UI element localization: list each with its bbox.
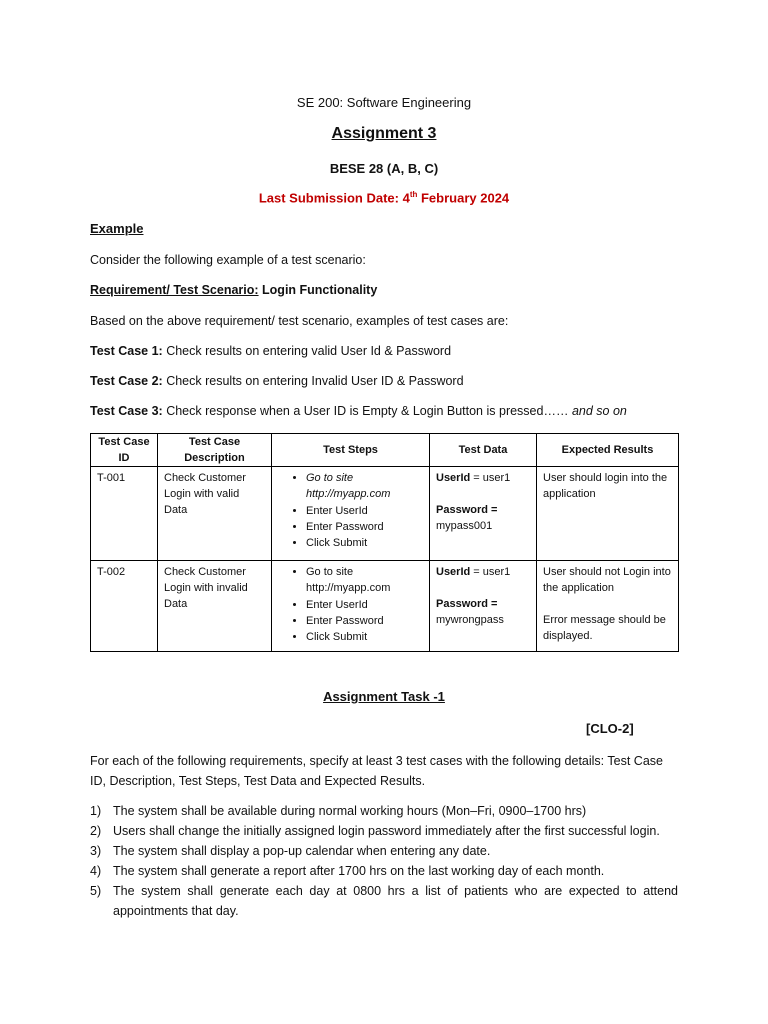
cell-expected (537, 467, 679, 561)
header-test-data: Test Data (430, 434, 537, 467)
data-user-value: = user1 (470, 566, 511, 578)
table-row (91, 561, 679, 652)
test-case-line (90, 404, 627, 418)
data-pass-label: Password = (436, 598, 498, 610)
cell-description: Check Customer Login with invalid Data (158, 561, 272, 652)
list-number: 3) (90, 844, 102, 858)
test-case-line (90, 344, 451, 358)
list-number: 2) (90, 824, 102, 838)
test-case-label: Test Case 3: (90, 404, 163, 418)
step-item: • Enter Password (306, 519, 423, 535)
cell-id: T-001 (91, 467, 158, 561)
task-instructions: For each of the following requirements, specify at least 3 test cases with the following details: Test Case ID, Description, Test Steps, Test Data and Expected Results. (90, 754, 663, 788)
list-number: 5) (90, 884, 102, 898)
step-item: • Enter Password (306, 613, 423, 629)
list-text: The system shall generate a report after 1700 hrs on the last working day of each month. (113, 864, 605, 878)
list-number: 1) (90, 804, 102, 818)
example-heading: Example (90, 221, 144, 236)
test-case-text: Check response when a User ID is Empty & Login Button is pressed…… (162, 404, 572, 418)
step-item: • Go to site http://myapp.com (306, 564, 423, 597)
test-case-text: Check results on entering valid User Id & Password (162, 344, 452, 358)
scenario-line (90, 283, 377, 297)
cell-steps (272, 561, 430, 652)
data-user-label: UserId (436, 472, 471, 484)
cell-steps (272, 467, 430, 561)
test-case-line (90, 374, 464, 388)
cell-id: T-002 (91, 561, 158, 652)
requirements-list (90, 801, 678, 921)
test-case-label: Test Case 2: (90, 374, 163, 388)
data-user-value: = user1 (470, 472, 511, 484)
header-expected-results: Expected Results (537, 434, 679, 467)
test-case-text: Check results on entering Invalid User ID & Password (162, 374, 464, 388)
test-case-tail: and so on (571, 404, 627, 418)
step-item: • Enter UserId (306, 597, 423, 613)
data-pass-label: Password = (436, 504, 498, 516)
task-title: Assignment Task -1 (323, 689, 445, 704)
data-pass-value: mypass001 (436, 520, 493, 532)
test-case-table (90, 433, 679, 652)
list-item (90, 881, 678, 921)
cell-description: Check Customer Login with valid Data (158, 467, 272, 561)
course-title: SE 200: Software Engineering (296, 95, 472, 110)
list-number: 4) (90, 864, 102, 878)
deadline-superscript: th (409, 190, 418, 199)
header-test-case-id: Test Case ID (91, 434, 158, 467)
step-item: • Click Submit (306, 629, 423, 645)
scenario-value: Login Functionality (258, 283, 378, 297)
list-item (90, 861, 678, 881)
expected-text: User should login into the application (543, 472, 668, 500)
list-text: The system shall be available during normal working hours (Mon–Fri, 0900–1700 hrs) (113, 804, 587, 818)
based-on-text: Based on the above requirement/ test scenario, examples of test cases are: (90, 314, 509, 328)
list-text: The system shall display a pop-up calendar when entering any date. (113, 844, 491, 858)
submission-deadline (0, 190, 768, 205)
header-description: Test Case Description (158, 434, 272, 467)
cell-data (430, 561, 537, 652)
data-pass-value: mywrongpass (436, 614, 504, 626)
deadline-suffix: February 2024 (417, 190, 510, 206)
data-user-label: UserId (436, 566, 471, 578)
cell-data (430, 467, 537, 561)
list-text: The system shall generate each day at 0800 hrs a list of patients who are expected to attend appointments that day. (113, 884, 678, 918)
table-row (91, 467, 679, 561)
table-header-row (91, 434, 679, 467)
expected-text: User should not Login into the application (543, 566, 671, 594)
batch-label: BESE 28 (A, B, C) (329, 161, 439, 176)
expected-extra-text: Error message should be displayed. (543, 614, 666, 642)
list-text: Users shall change the initially assigned login password immediately after the first successful login. (113, 824, 660, 838)
assignment-title: Assignment 3 (331, 125, 437, 142)
list-item (90, 821, 678, 841)
cell-expected (537, 561, 679, 652)
step-item: • Enter UserId (306, 503, 423, 519)
example-intro: Consider the following example of a test scenario: (90, 253, 366, 267)
header-test-steps: Test Steps (272, 434, 430, 467)
step-item: • Click Submit (306, 535, 423, 551)
deadline-prefix: Last Submission Date: 4 (258, 190, 410, 206)
test-case-label: Test Case 1: (90, 344, 163, 358)
step-item: • Go to site http://myapp.com (306, 470, 423, 503)
list-item (90, 801, 678, 821)
clo-label: [CLO-2] (586, 721, 634, 736)
list-item (90, 841, 678, 861)
scenario-label: Requirement/ Test Scenario: (90, 283, 259, 297)
